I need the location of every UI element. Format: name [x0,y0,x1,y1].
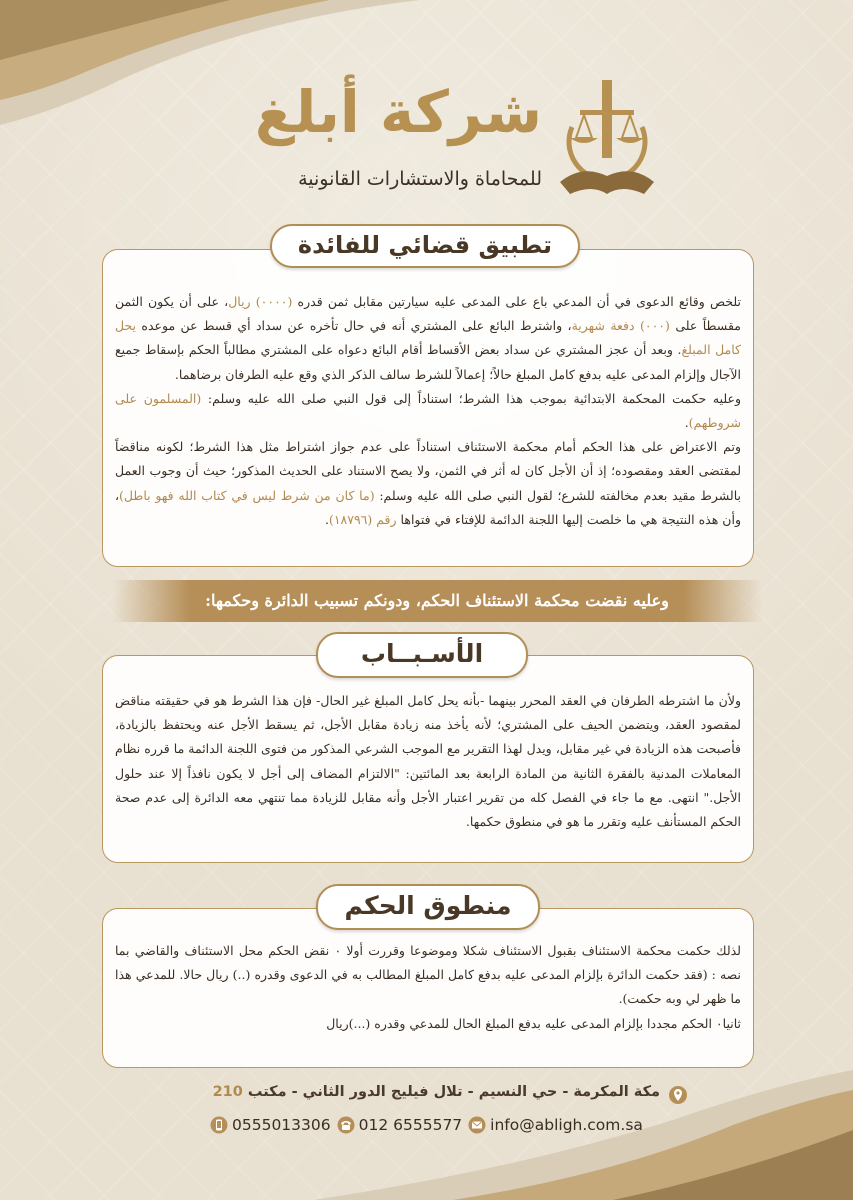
hadith-quote-2: (ما كان من شرط ليس في كتاب الله فهو باطل) [119,487,375,503]
judicial-case-box [102,249,754,567]
section-title-judicial-application: تطبيق قضائي للفائدة [270,224,580,268]
phone-contact[interactable] [337,1116,463,1134]
verdict-paragraph-1: لذلك حكمت محكمة الاستئناف بقبول الاستئناف شكلا وموضوعا وقررت أولا ٠ نقض الحكم محل الاستئناف والقاضي بما نصه : (فقد حكمت الدائرة بإلزام المدعى عليه بدفع كامل المبلغ المطالب به في الدعوى وقدره (..) ريال حالا. للمدعي هذا ما ظهر لي وبه حكمت). [115,943,741,1007]
section-title-verdict: منطوق الحكم [316,884,540,930]
price-amount: (٠٠٠٠) ريال [228,294,293,309]
verdict-box [102,908,754,1068]
section-title-reasons: الأسـبــاب [316,632,528,678]
scales-handshake-icon [552,72,662,212]
reasons-box [102,655,754,863]
first-instance-paragraph: وعليه حكمت المحكمة الابتدائية بموجب هذا الشرط؛ استناداً إلى قول النبي صلى الله عليه وسلم: (المسلمون على شروطهم). [115,390,741,431]
telephone-icon [337,1116,355,1134]
reasons-paragraph: ولأن ما اشترطه الطرفان في العقد المحرر بينهما -بأنه يحل كامل المبلغ غير الحال- فإن هذا الشرط هو في حقيقته مناقض لمقصود العقد، ويتضمن الحيف على المشتري؛ لأنه يأخذ منه زيادة مقابل الأجل، ثم يسقط الأجل عنه ويحتفظ بالزيادة، فأصبحت هذه الزيادة في غير مقابل، ويدل لهذا التقرير مع الموجب الشرعي المذكور من فتوى اللجنة الدائمة ما قرره نظام المعاملات المدنية بالفقرة الثانية من المادة الرابعة بعد المائتين: "الالتزام المضاف إلى أجل لا يكون نافذاً إلا عند حلول الأجل." انتهى. مع ما جاء في الفصل كله من تقرير اعتبار الأجل وأنه مقابل للزيادة مما تنتهي معه الدائرة إلى عدم صحة الحكم المستأنف عليه وتقرر ما هو في منطوق حكمها. [115,693,741,830]
location-pin-icon [668,1085,688,1105]
fatwa-number: رقم (١٨٧٩٦) [328,511,397,527]
appeal-paragraph: وتم الاعتراض على هذا الحكم أمام محكمة الاستئناف استناداً على عدم جواز اشتراط مثل هذا الشرط؛ لكونه مناقضاً لمقتضى العقد ومقصوده؛ إذ أن الأجل كان له أثر في الثمن، ولا يصح الاستناد على الحديث المذكور؛ حيث أن وجوب العمل بالشرط مقيد بعدم مخالفته للشرع؛ لقول النبي صلى الله عليه وسلم: (ما كان من شرط ليس في كتاب الله فهو باطل)، وأن هذه النتيجة هي ما خلصت إليها اللجنة الدائمة للإفتاء في فتواها رقم (١٨٧٩٦). [115,439,742,527]
acceleration-clause: يحل كامل المبلغ [115,318,741,358]
case-facts-paragraph: تلخص وقائع الدعوى في أن المدعي باع على المدعى عليه سيارتين مقابل ثمن قدره (٠٠٠٠) ريال، على أن يكون الثمن مقسطاً على (٠٠٠) دفعة شهرية، واشترط البائع على المشتري أنه في حال تأخره عن سداد أي قسط عن موعده يحل كامل المبلغ. وبعد أن عجز المشتري عن سداد بعض الأقساط أقام البائع دعواه على المشتري مطالباً الحكم بإسقاط جميع الآجال وإلزام المدعى عليه بدفع كامل المبلغ حالاً؛ إعمالاً للشرط سالف الذكر الذي وقع عليه الطرفان برضاهما. [115,294,741,382]
mobile-phone-icon [210,1116,228,1134]
email-address: info@abligh.com.sa [490,1116,643,1134]
ruling-banner: وعليه نقضت محكمة الاستئناف الحكم، ودونكم تسبيب الدائرة وحكمها: [112,580,762,622]
phone-number: 012 6555577 [358,1116,463,1134]
contact-bar [210,1112,643,1138]
brand-header [180,72,670,222]
mobile-number: 0555013306 [232,1116,331,1134]
verdict-paragraph-2: ثانيا٠ الحكم مجددا بإلزام المدعى عليه بدفع المبلغ الحال للمدعي وقدره (...)ريال [326,1015,741,1031]
brand-name: شركة أبلغ [254,78,542,146]
email-icon [468,1116,486,1134]
email-contact[interactable] [468,1116,643,1134]
installments-count: (٠٠٠) دفعة شهرية [571,318,670,334]
office-address: مكة المكرمة - حي النسيم - تلال فيليج الدور الثاني - مكتب 210 [196,1084,686,1110]
mobile-contact[interactable] [210,1116,331,1134]
office-number: 210 [212,1084,243,1100]
brand-tagline: للمحاماة والاستشارات القانونية [298,168,542,190]
hadith-quote-1: (المسلمون على شروطهم) [115,390,741,431]
